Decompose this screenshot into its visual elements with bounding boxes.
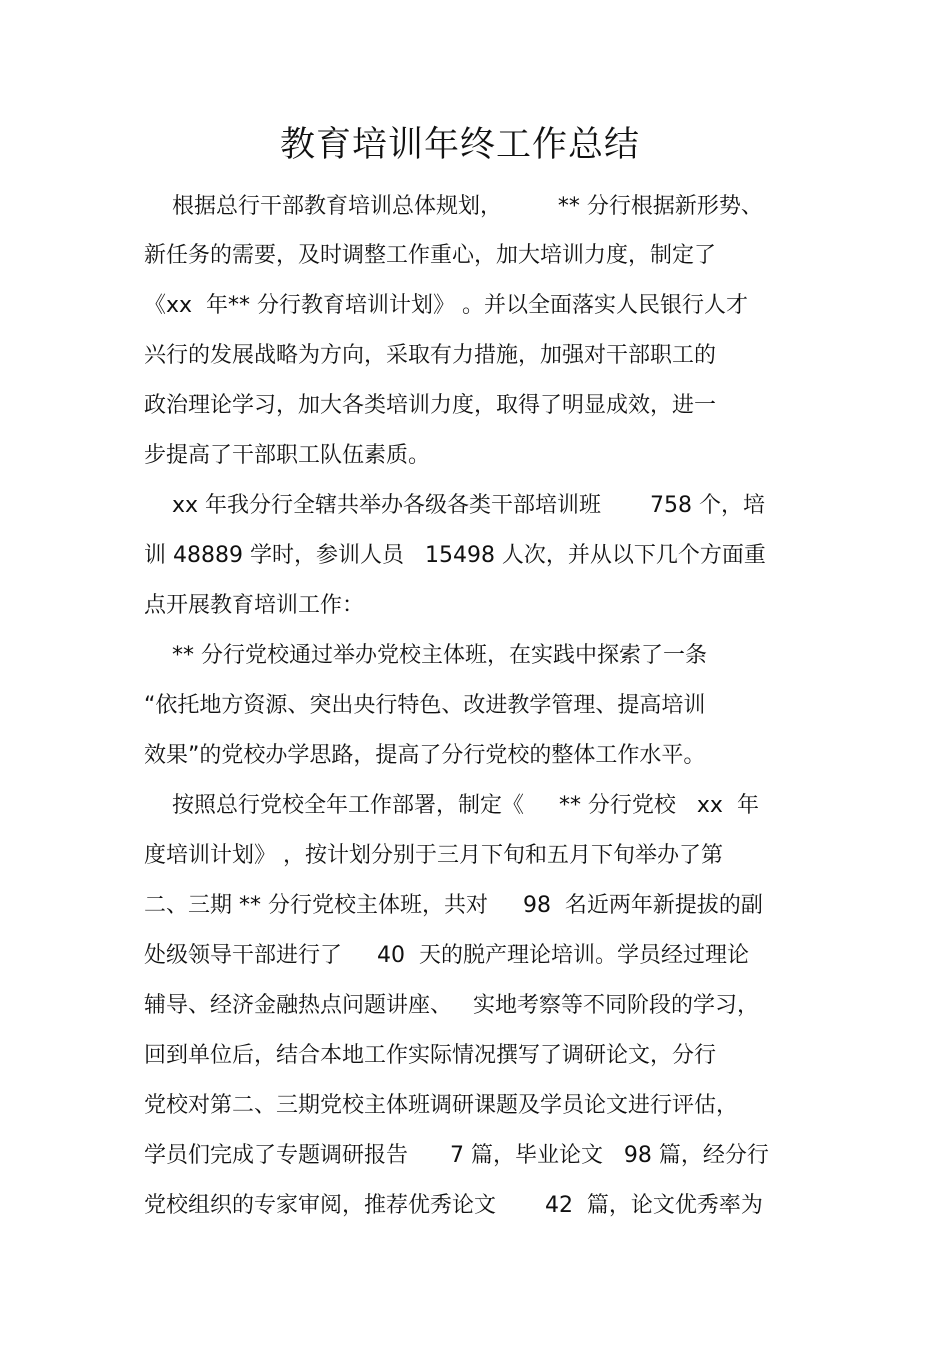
body-line: 学员们完成了专题调研报告 7 篇，毕业论文 98 篇，经分行 [144,1143,769,1168]
body-line: 二、三期 ** 分行党校主体班，共对 98 名近两年新提拔的副 [144,893,763,918]
body-line: 训 48889 学时，参训人员 15498 人次，并从以下几个方面重 [144,543,766,568]
body-line: 效果”的党校办学思路，提高了分行党校的整体工作水平。 [144,743,706,768]
body-line: 按照总行党校全年工作部署，制定《 ** 分行党校 xx 年 [144,793,759,818]
body-line: 根据总行干部教育培训总体规划， ** 分行根据新形势、 [144,194,763,219]
body-line: 新任务的需要，及时调整工作重心，加大培训力度，制定了 [144,243,717,268]
body-line: 点开展教育培训工作： [144,593,365,618]
body-line: 步提高了干部职工队伍素质。 [144,443,431,468]
body-line: xx 年我分行全辖共举办各级各类干部培训班 758 个，培 [144,493,765,518]
body-line: 党校组织的专家审阅，推荐优秀论文 42 篇，论文优秀率为 [144,1193,763,1218]
body-line: 政治理论学习，加大各类培训力度，取得了明显成效，进一 [144,393,717,418]
body-line: 党校对第二、三期党校主体班调研课题及学员论文进行评估， [144,1093,739,1118]
body-line: 辅导、经济金融热点问题讲座、 实地考察等不同阶段的学习， [144,993,759,1018]
body-line: 兴行的发展战略为方向，采取有力措施，加强对干部职工的 [144,343,717,368]
body-line: ** 分行党校通过举办党校主体班，在实践中探索了一条 [144,643,707,668]
body-line: 《xx 年** 分行教育培训计划》 。并以全面落实人民银行人才 [144,293,749,318]
body-line: 处级领导干部进行了 40 天的脱产理论培训。学员经过理论 [144,943,749,968]
body-line: “依托地方资源、突出央行特色、改进教学管理、提高培训 [144,693,706,718]
document-title: 教育培训年终工作总结 [279,125,640,165]
body-line: 回到单位后，结合本地工作实际情况撰写了调研论文，分行 [144,1043,717,1068]
body-line: 度培训计划》 ，按计划分别于三月下旬和五月下旬举办了第 [144,843,723,868]
